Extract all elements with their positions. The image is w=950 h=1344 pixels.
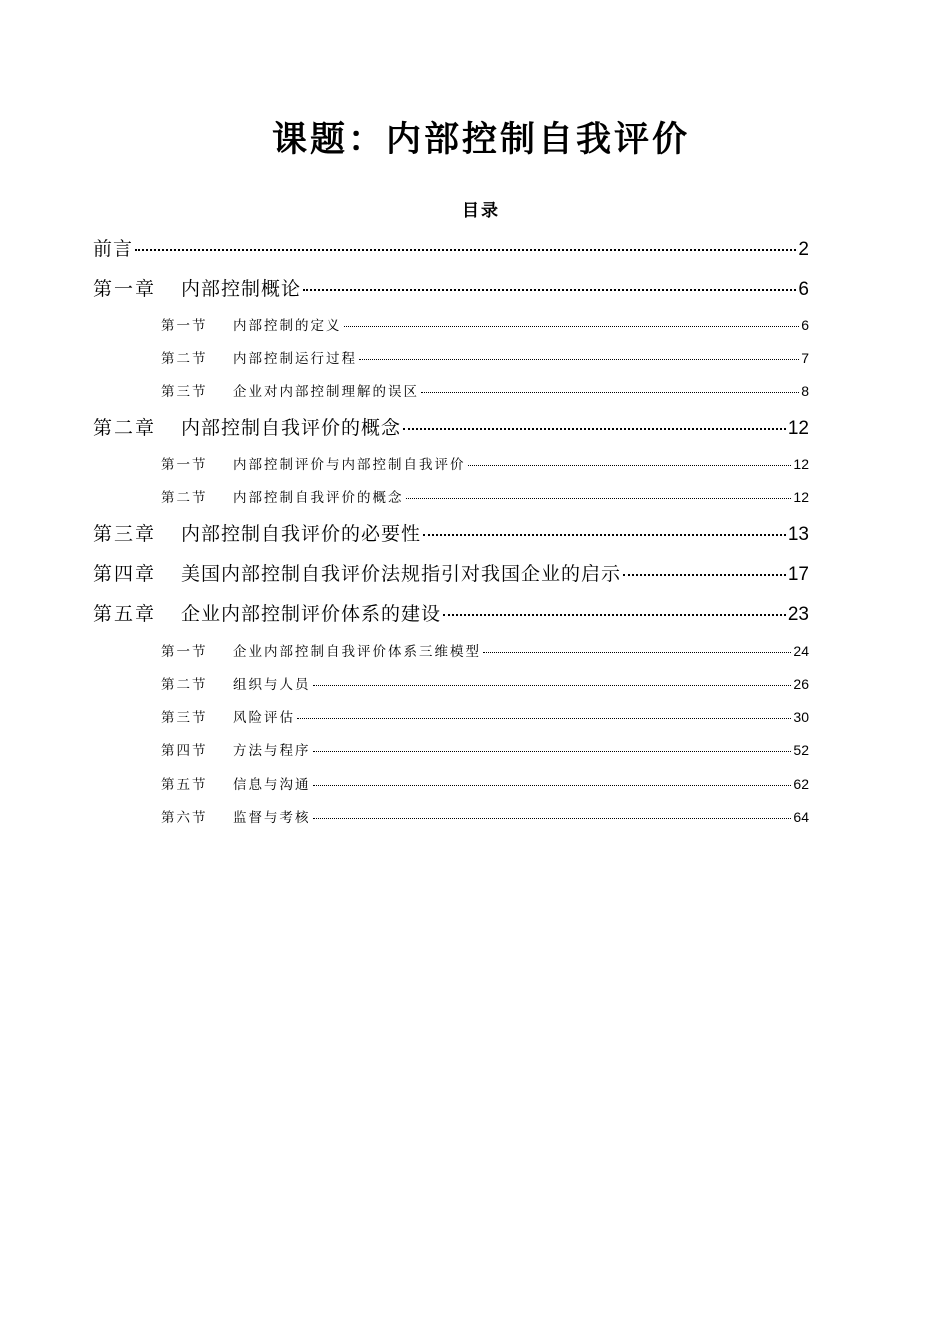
toc-page-number: 30 — [793, 709, 809, 725]
toc-entry-ch1-section-2[interactable] — [161, 346, 809, 370]
toc-leader-dots — [468, 465, 792, 466]
toc-page-number: 23 — [787, 604, 809, 625]
toc-page-number: 17 — [787, 564, 809, 585]
toc-entry-title: 企业内部控制评价体系的建设 — [181, 603, 442, 625]
toc-entry-number: 第四章 — [93, 563, 157, 585]
toc-entry-title: 企业对内部控制理解的误区 — [233, 384, 419, 400]
toc-leader-dots — [423, 534, 786, 536]
toc-entry-title: 内部控制自我评价的必要性 — [181, 523, 422, 545]
toc-entry-ch2-section-1[interactable] — [161, 452, 809, 476]
toc-entry-number: 第一节 — [161, 644, 208, 660]
toc-leader-dots — [623, 574, 786, 576]
toc-leader-dots — [313, 751, 792, 752]
toc-entry-title: 内部控制的定义 — [233, 318, 342, 334]
toc-entry-number: 第二节 — [161, 351, 208, 367]
toc-entry-number: 第二节 — [161, 677, 208, 693]
toc-leader-dots — [297, 718, 791, 719]
toc-entry-number: 第六节 — [161, 810, 208, 826]
toc-page-number: 26 — [793, 676, 809, 692]
toc-page-number: 24 — [793, 643, 809, 659]
toc-leader-dots — [313, 685, 792, 686]
toc-leader-dots — [135, 249, 796, 251]
toc-page-number: 6 — [798, 279, 809, 300]
toc-entry-title: 组织与人员 — [233, 677, 311, 693]
toc-entry-ch5-section-3[interactable] — [161, 705, 809, 729]
toc-entry-number: 第一章 — [93, 278, 157, 300]
toc-entry-title: 内部控制评价与内部控制自我评价 — [233, 457, 466, 473]
toc-entry-title: 前言 — [93, 238, 134, 260]
toc-heading: 目录 — [462, 201, 500, 221]
toc-entry-ch5-section-5[interactable] — [161, 772, 809, 796]
toc-entry-chapter-2[interactable] — [93, 413, 809, 443]
toc-entry-title: 内部控制自我评价的概念 — [181, 417, 402, 439]
toc-page-number: 6 — [801, 317, 809, 333]
toc-entry-title: 内部控制概论 — [181, 278, 302, 300]
toc-leader-dots — [421, 392, 799, 393]
toc-page-number: 62 — [793, 776, 809, 792]
toc-entry-number: 第一节 — [161, 318, 208, 334]
toc-entry-number: 第四节 — [161, 743, 208, 759]
toc-page-number: 13 — [787, 524, 809, 545]
toc-entry-number: 第二节 — [161, 490, 208, 506]
toc-entry-title: 风险评估 — [233, 710, 295, 726]
toc-leader-dots — [344, 326, 800, 327]
toc-page-number: 12 — [793, 489, 809, 505]
toc-leader-dots — [313, 785, 792, 786]
toc-entry-ch1-section-1[interactable] — [161, 313, 809, 337]
toc-entry-title: 内部控制运行过程 — [233, 351, 357, 367]
toc-entry-ch2-section-2[interactable] — [161, 485, 809, 509]
toc-page-number: 12 — [787, 418, 809, 439]
toc-entry-title: 内部控制自我评价的概念 — [233, 490, 404, 506]
toc-page-number: 7 — [801, 350, 809, 366]
toc-entry-ch5-section-6[interactable] — [161, 805, 809, 829]
toc-entry-number: 第三节 — [161, 384, 208, 400]
toc-entry-number: 第三节 — [161, 710, 208, 726]
toc-entry-ch5-section-1[interactable] — [161, 639, 809, 663]
toc-leader-dots — [359, 359, 799, 360]
toc-leader-dots — [403, 428, 786, 430]
document-title: 课题：内部控制自我评价 — [271, 119, 690, 160]
toc-page-number: 12 — [793, 456, 809, 472]
toc-entry-number: 第二章 — [93, 417, 157, 439]
toc-entry-title: 信息与沟通 — [233, 777, 311, 793]
toc-entry-chapter-5[interactable] — [93, 599, 809, 629]
toc-leader-dots — [303, 289, 796, 291]
toc-leader-dots — [483, 652, 791, 653]
toc-entry-chapter-3[interactable] — [93, 519, 809, 549]
toc-entry-chapter-4[interactable] — [93, 559, 809, 589]
toc-entry-number: 第五章 — [93, 603, 157, 625]
toc-entry-title: 企业内部控制自我评价体系三维模型 — [233, 644, 481, 660]
toc-entry-ch5-section-2[interactable] — [161, 672, 809, 696]
toc-entry-ch1-section-3[interactable] — [161, 379, 809, 403]
toc-entry-title: 监督与考核 — [233, 810, 311, 826]
toc-entry-number: 第三章 — [93, 523, 157, 545]
toc-leader-dots — [406, 498, 792, 499]
toc-page-number: 64 — [793, 809, 809, 825]
toc-entry-preface[interactable] — [93, 234, 809, 264]
toc-entry-title: 方法与程序 — [233, 743, 311, 759]
toc-entry-number: 第一节 — [161, 457, 208, 473]
toc-entry-number: 第五节 — [161, 777, 208, 793]
toc-entry-title: 美国内部控制自我评价法规指引对我国企业的启示 — [181, 563, 622, 585]
toc-page-number: 2 — [798, 239, 809, 260]
toc-page-number: 52 — [793, 742, 809, 758]
toc-leader-dots — [443, 614, 786, 616]
toc-entry-ch5-section-4[interactable] — [161, 738, 809, 762]
toc-page-number: 8 — [801, 383, 809, 399]
toc-entry-chapter-1[interactable] — [93, 274, 809, 304]
toc-leader-dots — [313, 818, 792, 819]
